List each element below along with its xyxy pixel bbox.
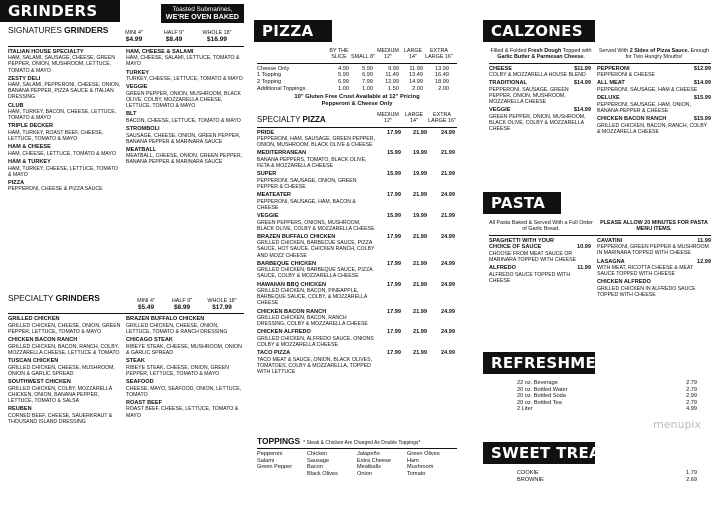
calzones-pasta-column — [483, 0, 713, 510]
menu-item: ITALIAN HOUSE SPECIALTY HAM, SALAMI, SAUSAGE, CHEESE, GREEN PEPPER, ONION, MUSHROOM, LETTUCE, TOMATO & MAYO — [8, 48, 115, 74]
specialty-pizza-heading: SPECIALTY PIZZA — [257, 115, 326, 125]
menu-item: ALFREDO 11.99 ALFREDO SAUCE TOPPED WITH CHEESE — [489, 265, 591, 284]
menu-item: PEPPERONI $12.99 PEPPERONI & CHEESE — [597, 65, 711, 79]
list-item: 20 oz. Bottled Water 2.79 — [517, 386, 697, 393]
menu-item: PIZZA PEPPERONI, CHEESE & PIZZA SAUCE — [8, 179, 103, 193]
menu-item: BARBEQUE CHICKEN GRILLED CHICKEN, BARBEQUE SAUCE, PIZZA SAUCE, COLBY & MOZZARELLA CHEESE 17.99 21.99 24.99 — [257, 260, 455, 280]
topping-column: Green Olives Ham Mushroom Tomato — [407, 450, 440, 477]
specialty-grinders-heading: SPECIALTY GRINDERS — [8, 293, 100, 303]
sweet-treats-title: SWEET TREATS — [491, 444, 622, 462]
menu-item: BRAZEN BUFFALO CHICKEN GRILLED CHICKEN, BARBECUE SAUCE, PIZZA SAUCE, HOT SAUCE, CHICKEN RANCH, COLBY AND MOZZ CHEESE 17.99 21.99 24.99 — [257, 233, 455, 259]
list-item: 22 oz. Beverage 2.79 — [517, 380, 697, 386]
specialty-pizza-list — [257, 130, 457, 376]
pasta-title: PASTA — [491, 194, 546, 212]
menu-item: SPAGHETTI WITH YOUR CHOICE OF SAUCE 10.99 CHOOSE FROM MEAT SAUCE OR MARINARA TOPPED WITH CHEESE — [489, 237, 591, 264]
price-half: $8.49 — [165, 35, 183, 43]
spec-size-whole: WHOLE 18" — [207, 297, 237, 304]
menu-item: VEGGIE GREEN PEPPERS, ONIONS, MUSHROOM, BLACK OLIVE, COLBY & MOZZARELLA CHEESE 15.99 19.99 21.99 — [257, 212, 455, 232]
pizza-column — [254, 0, 460, 510]
signatures-grinders-heading: SIGNATURES GRINDERS — [8, 25, 109, 35]
toppings-note: * Steak & Chicken Are Charged As Double Toppings* — [303, 440, 421, 446]
menu-item: HAM & CHEESE HAM, CHEESE, LETTUCE, TOMATO & MAYO — [8, 144, 116, 157]
calzone-sauce-note: Served With 2 Sides of Pizza Sauce. Enough for Two Hungry Mouths! — [598, 48, 710, 61]
topping-column: Jalapeño Extra Cheese Meatballs Onion — [357, 450, 391, 477]
menu-item: MEATEATER PEPPERONI, SAUSAGE, HAM, BACON & CHEESE 17.99 21.99 24.99 — [257, 192, 455, 211]
menu-item: CHICKEN BACON RANCH $15.99 GRILLED CHICKEN, BACON, RANCH, COLBY & MOZZARELLA CHEESE — [597, 116, 711, 135]
menu-item: CHICKEN ALFREDO GRILLED CHICKEN, ALFREDO SAUCE, ONIONS COLBY & MOZZARELLA CHEESE 17.99 21.99 24.99 — [257, 329, 455, 349]
menu-item: GRILLED CHICKEN GRILLED CHICKEN, CHEESE, ONION, GREEN PEPPER, LETTUCE, TOMATO & MAYO — [8, 316, 121, 336]
spec-size-half: HALF 9" — [171, 297, 193, 304]
pasta-header — [483, 192, 561, 214]
menu-item: STROMBOLI SAUSAGE, CHEESE, ONION, GREEN PEPPER, BANANA PEPPER & MARINARA SAUCE — [126, 125, 241, 145]
refreshment-title: REFRESHMENT — [491, 354, 620, 372]
menu-item: CHICKEN ALFREDO GRILLED CHICKEN IN ALFREDO SAUCE TOPPED WITH CHEESE — [597, 279, 696, 299]
menu-item: CHICKEN BACON RANCH GRILLED CHICKEN, BACON, RANCH DRESSING, COLBY & MOZZARELLA CHEESE 17.99 21.99 24.99 — [257, 308, 455, 328]
menu-item: PRIDE PEPPERONI, HAM, SAUSAGE, GREEN PEPPER, ONION, MUSHROOM, BLACK OLIVE & CHEESE 17.99 21.99 24.99 — [257, 129, 455, 149]
menu-item: SEAFOOD CHEESE, MAYO, SEAFOOD, ONION, LETTUCE, TOMATO — [126, 378, 242, 398]
oven-baked-tag — [161, 4, 244, 23]
menu-item: HAM & TURKEY HAM, TURKEY, CHEESE, LETTUCE, TOMATO & MAYO — [8, 159, 118, 178]
list-item: 2 Liter 4.99 — [517, 406, 697, 413]
calzone-list-right — [597, 66, 711, 137]
topping-column: Chicken Sausage Bacon Black Olives — [307, 450, 338, 477]
spec-pizza-medium: MEDIUM 12" — [377, 111, 399, 125]
watermark: menupix — [653, 418, 701, 432]
pasta-list-right — [597, 238, 711, 301]
table-row: 1 Topping 5.99 6.99 11.49 13.49 16.49 — [257, 72, 449, 79]
table-row: Cheese Only 4.99 5.99 9.99 11.99 13.99 — [257, 65, 449, 72]
spec-price-whole: $17.99 — [212, 303, 232, 311]
pasta-intro: All Pasta Baked & Served With a Full Order of Garlic Bread. — [489, 220, 593, 233]
specialty-list-right — [126, 316, 244, 426]
topping-column: Pepperoni Salami Green Pepper — [257, 450, 293, 471]
menu-item: BLT BACON, CHEESE, LETTUCE, TOMATO & MAYO — [126, 111, 241, 124]
tag-line-2: WE'RE OVEN BAKED — [165, 12, 239, 22]
table-row: 2 Topping 6.99 7.99 12.99 14.99 18.99 — [257, 78, 449, 85]
tag-line-1: Toasted Submarines, — [172, 6, 233, 13]
pizza-title: PIZZA — [262, 22, 314, 40]
calzone-intro: Filled & Folded Fresh Dough Topped with Garlic Butter & Parmesan Cheese. — [490, 48, 592, 61]
menu-item: HAWAIIAN BBQ CHICKEN GRILLED CHICKEN, BACON, PINEAPPLE, BARBEQUE SAUCE, COLBY, & MOZZARELLA CHEESE 17.99 21.99 24.99 — [257, 281, 455, 307]
pasta-wait-note: PLEASE ALLOW 20 MINUTES FOR PASTA MENU ITEMS. — [600, 220, 708, 233]
refreshment-list — [517, 380, 697, 413]
menu-item: ALL MEAT $14.99 PEPPERONI, SAUSAGE, HAM & CHEESE — [597, 80, 711, 94]
menu-item: ZESTY DELI HAM, SALAMI, PEPPERONI, CHEESE, ONION, BANANA PEPPER, PIZZA SAUCE & ITALIAN DRESSING — [8, 75, 121, 101]
menu-item: DELUXE $15.99 PEPPERONI, SAUSAGE, HAM, ONION, BANANA PEPPER & CHEESE — [597, 95, 711, 114]
spec-price-half: $8.99 — [174, 303, 190, 311]
menu-item: SOUTHWEST CHICKEN GRILLED CHICKEN, COLBY, MOZZARELLA CHICKEN, ONION, BANANA PEPPER, LETTUCE, TOMATO & SALSA — [8, 378, 112, 404]
menu-item: CAVATINI 11.99 PEPPERONI, GREEN PEPPER & MUSHROOM IN MARINARA TOPPED WITH CHEESE — [597, 237, 711, 257]
grinders-header — [0, 0, 120, 22]
spec-price-mini: $5.49 — [138, 303, 154, 311]
menu-item: TURKEY TURKEY, CHEESE, LETTUCE, TOMATO & MAYO — [126, 69, 243, 83]
grinders-column — [0, 0, 248, 510]
size-whole: WHOLE 18" — [202, 29, 232, 36]
basic-pizza-table — [257, 66, 457, 92]
menu-item: MEATBALL MEATBALL, CHEESE, ONION, GREEN PEPPER, BANANA PEPPER & MARINARA SAUCE — [126, 146, 243, 166]
signature-list-right — [126, 49, 244, 195]
signature-list-left — [8, 49, 126, 195]
calzones-title: CALZONES — [491, 22, 583, 40]
menu-item: REUBEN CORNED BEEF, CHEESE, SAUERKRAUT & THOUSAND ISLAND DRESSING — [8, 405, 113, 425]
pasta-list-left — [489, 238, 597, 301]
menu-item: VEGGIE $14.99 GREEN PEPPER, ONION, MUSHROOM, BLACK OLIVE, COLBY & MOZZARELLA CHEESE — [489, 107, 591, 133]
menu-item: TACO PIZZA TACO MEAT & SAUCE, ONION, BLACK OLIVES, TOMATOES, COLBY & MOZZARELLA, TOPPED WITH LETTUCE 17.99 21.99 24.99 — [257, 350, 455, 376]
menu-item: TRADITIONAL $14.99 PEPPERONI, SAUSAGE, GREEN PEPPER, ONION, MUSHROOM, MOZZARELLA CHEESE — [489, 80, 591, 106]
menu-item: TUSCAN CHICKEN GRILLED CHICKEN, CHEESE, MUSHROOM, ONION & GARLIC SPREAD — [8, 358, 115, 377]
menu-item: CHEESE $11.99 COLBY & MOZZARELLA HOUSE BLEND — [489, 65, 591, 79]
menu-item: ROAST BEEF ROAST BEEF, CHEESE, LETTUCE, TOMATO & MAYO — [126, 399, 239, 419]
sweet-treats-list — [517, 470, 697, 483]
gluten-free-note: 10" Gluten Free Crust Available at 12" Pricing Pepperoni & Cheese Only — [294, 94, 420, 107]
spec-pizza-xl: EXTRA LARGE 16" — [428, 111, 456, 125]
menu-item: SUPER PEPPERONI, SAUSAGE, ONION, GREEN PEPPER & CHEESE 15.99 19.99 21.99 — [257, 171, 455, 190]
size-mini: MINI 4" — [125, 29, 143, 36]
pizza-size-header: BY THE SLICE SMALL 8" MEDIUM 12" LARGE 14" EXTRA LARGE 16" — [329, 48, 453, 61]
menu-item: CLUB HAM, TURKEY, BACON, CHEESE, LETTUCE, TOMATO & MAYO — [8, 102, 117, 122]
list-item: BROWNIE 2.69 — [517, 476, 697, 483]
menu-item: LASAGNA 12.99 WITH MEAT, RICOTTA CHEESE & MEAT SAUCE TOPPED WITH CHEESE — [597, 258, 711, 278]
toppings-title: TOPPINGS — [257, 436, 301, 446]
list-item: 20 oz. Bottled Tea 2.79 — [517, 399, 697, 406]
menu-item: TRIPLE DECKER HAM, TURKEY, ROAST BEEF, CHEESE, LETTUCE, TOMATO & MAYO — [8, 123, 104, 143]
menu-item: VEGGIE GREEN PEPPER, ONION, MUSHROOM, BLACK OLIVE, COLBY, MOZZARELLA CHEESE, LETTUCE, TOMATO & MAYO — [126, 84, 242, 110]
calzone-list-left — [489, 66, 597, 137]
sweet-treats-header — [483, 442, 622, 464]
price-whole: $16.99 — [206, 35, 228, 43]
calzones-header — [483, 20, 595, 42]
specialty-list-left — [8, 316, 126, 426]
price-mini: $4.99 — [125, 35, 143, 43]
pizza-header — [254, 20, 332, 42]
menu-item: HAM, CHEESE & SALAMI HAM, CHEESE, SALAMI, LETTUCE, TOMATO & MAYO — [126, 48, 240, 68]
table-row: Additional Toppings 1.00 1.00 1.50 2.00 2.00 — [257, 85, 449, 92]
menu-item: CHICAGO STEAK RIBEYE STEAK, CHEESE, MUSHROOM, ONION & GARLIC SPREAD — [126, 337, 242, 357]
menu-item: MEDITERRANEAN BANANA PEPPERS, TOMATO, BLACK OLIVE, FETA & MOZZARELLA CHEESE 15.99 19.99 21.99 — [257, 150, 455, 170]
menu-item: CHICKEN BACON RANCH GRILLED CHICKEN, BACON, RANCH, COLBY, MOZZARELLA CHEESE, LETTUCE & TOMATO — [8, 337, 120, 357]
list-item: 20 oz. Bottled Soda 2.99 — [517, 393, 697, 400]
toppings-section — [257, 437, 457, 477]
menu-item: STEAK RIBEYE STEAK, CHEESE, ONION, GREEN PEPPER, LETTUCE, TOMATO & MAYO — [126, 358, 229, 377]
refreshment-header — [483, 352, 620, 374]
menu-item: BRAZEN BUFFALO CHICKEN GRILLED CHICKEN, CHEESE, ONION, LETTUCE, TOMATO & RANCH DRESSING — [126, 316, 228, 336]
spec-size-mini: MINI 4" — [137, 297, 155, 304]
spec-pizza-large: LARGE 14" — [404, 111, 424, 125]
grinders-title: GRINDERS — [8, 2, 98, 20]
size-half: HALF 9" — [163, 29, 185, 36]
list-item: COOKIE 1.79 — [517, 470, 697, 476]
